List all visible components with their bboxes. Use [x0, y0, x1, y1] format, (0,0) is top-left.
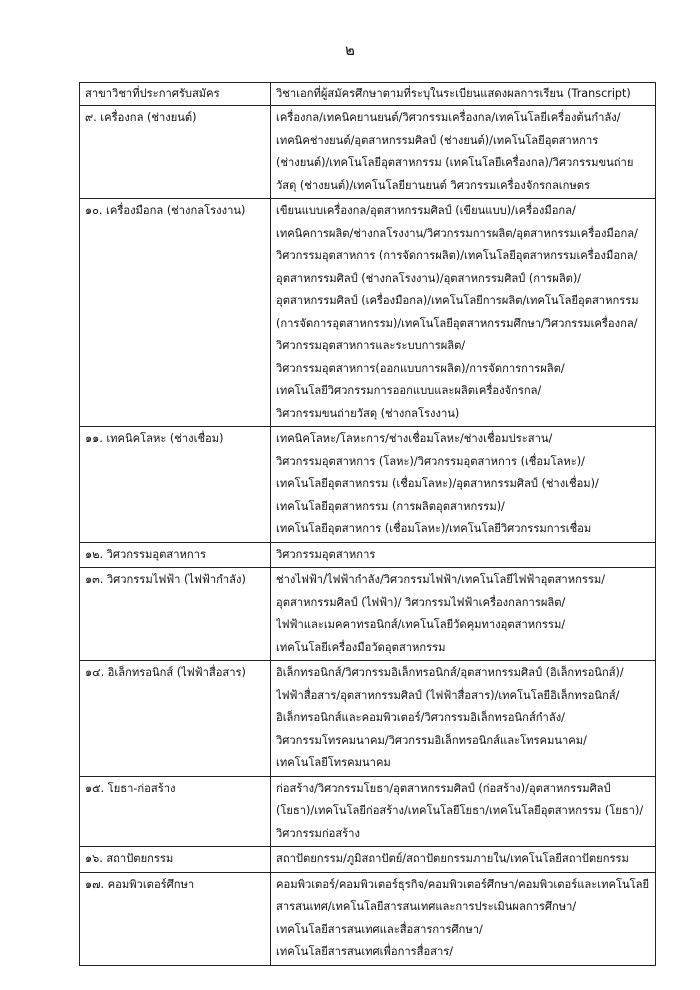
major-name: ๑๕. โยธา-ก่อสร้าง — [85, 781, 176, 795]
table-body — [80, 106, 656, 966]
courses-cell — [271, 542, 656, 568]
course-line: เทคโนโลยีสารสนเทศเพื่อการสื่อสาร/ — [276, 945, 454, 958]
course-line: เขียนแบบเครื่องกล/อุตสาหกรรมศิลป์ (เขียนแบบ)/เครื่องมือกล/ — [276, 204, 576, 217]
course-line: อิเล็กทรอนิกส์/วิศวกรรมอิเล็กทรอนิกส์/อุตสาหกรรมศิลป์ (อิเล็กทรอนิกส์)/ — [276, 666, 624, 679]
course-line: อุตสาหกรรมศิลป์ (ไฟฟ้า)/ วิศวกรรมไฟฟ้าเครื่องกลการผลิต/ — [276, 595, 566, 609]
major-name: ๑๑. เทคนิคโลหะ (ช่างเชื่อม) — [85, 432, 224, 445]
course-line: ก่อสร้าง/วิศวกรรมโยธา/อุตสาหกรรมศิลป์ (ก่อสร้าง)/อุตสาหกรรมศิลป์ — [276, 781, 611, 795]
course-line: เทคโนโลยีวิศวกรรมการออกแบบและผลิตเครื่องจักรกล/ — [276, 384, 542, 397]
table-row — [80, 847, 656, 873]
major-name: ๑๗. คอมพิวเตอร์ศึกษา — [85, 877, 195, 891]
course-line: สารสนเทศ/เทคโนโลยีสารสนเทศและการประเมินผลการศึกษา/ — [276, 900, 577, 913]
courses-cell — [271, 847, 656, 873]
major-cell — [80, 106, 271, 199]
majors-table — [79, 82, 656, 966]
courses-cell — [271, 661, 656, 777]
course-line: อุตสาหกรรมศิลป์ (เครื่องมือกล)/เทคโนโลยีการผลิต/เทคโนโลยีอุตสาหกรรม — [276, 294, 639, 307]
courses-cell — [271, 199, 656, 427]
courses-cell — [271, 568, 656, 661]
courses-cell — [271, 776, 656, 847]
course-line: เครื่องกล/เทคนิคยานยนต์/วิศวกรรมเครื่องกล/เทคโนโลยีเครื่องต้นกำลัง/ — [276, 111, 621, 124]
course-line: เทคนิคการผลิต/ช่างกลโรงงาน/วิศวกรรมการผลิต/อุตสาหกรรมเครื่องมือกล/ — [276, 226, 638, 240]
course-line: วิศวกรรมอุตสาหการ — [276, 547, 376, 561]
table-row — [80, 568, 656, 661]
course-line: วิศวกรรมอุตสาหการและระบบการผลิต/ — [276, 339, 466, 352]
course-line: วิศวกรรมอุตสาหการ (โลหะ)/วิศวกรรมอุตสาหการ (เชื่อมโลหะ)/ — [276, 454, 585, 468]
course-line: (การจัดการอุตสาหกรรม)/เทคโนโลยีอุตสาหกรรมศึกษา/วิศวกรรมเครื่องกล/ — [276, 316, 638, 330]
course-line: วิศวกรรมก่อสร้าง — [276, 826, 360, 840]
course-line: เทคโนโลยีสารสนเทศและสื่อสารการศึกษา/ — [276, 922, 483, 936]
course-line: วิศวกรรมอุตสาหการ (การจัดการผลิต)/เทคโนโลยีอุตสาหกรรมเครื่องมือกล/ — [276, 249, 638, 262]
courses-cell — [271, 872, 656, 965]
course-line: เทคโนโลยีเครื่องมือวัดอุตสาหกรรม — [276, 640, 446, 654]
major-name: ๑๔. อิเล็กทรอนิกส์ (ไฟฟ้าสื่อสาร) — [85, 666, 246, 679]
course-line: (ช่างยนต์)/เทคโนโลยีอุตสาหกรรม (เทคโนโลยีเครื่องกล)/วิศวกรรมขนถ่าย — [276, 156, 634, 169]
header-courses: วิชาเอกที่ผู้สมัครศึกษาตามที่ระบุในระเบียนแสดงผลการเรียน (Transcript) — [271, 83, 656, 106]
course-line: วิศวกรรมขนถ่ายวัสดุ (ช่างกลโรงงาน) — [276, 406, 460, 420]
courses-cell — [271, 427, 656, 543]
course-line: เทคนิคช่างยนต์/อุตสาหกรรมศิลป์ (ช่างยนต์)/เทคโนโลยีอุตสาหการ — [276, 133, 599, 147]
table-header-row — [80, 83, 656, 106]
course-line: ไฟฟ้าสื่อสาร/อุตสาหกรรมศิลป์ (ไฟฟ้าสื่อสาร)/เทคโนโลยีอิเล็กทรอนิกส์/ — [276, 688, 620, 702]
course-line: เทคโนโลยีอุตสาหกรรม (การผลิตอุตสาหกรรม)/ — [276, 499, 505, 513]
table-row — [80, 427, 656, 543]
major-name: ๑๓. วิศวกรรมไฟฟ้า (ไฟฟ้ากำลัง) — [85, 573, 246, 586]
course-line: เทคโนโลยีอุตสาหกรรม (เชื่อมโลหะ)/อุตสาหกรรมศิลป์ (ช่างเชื่อม)/ — [276, 477, 599, 490]
major-name: ๑๐. เครื่องมือกล (ช่างกลโรงงาน) — [85, 204, 246, 217]
course-line: อิเล็กทรอนิกส์และคอมพิวเตอร์/วิศวกรรมอิเล็กทรอนิกส์กำลัง/ — [276, 711, 565, 724]
header-major: สาขาวิชาที่ประกาศรับสมัคร — [80, 83, 271, 106]
major-name: ๑๒. วิศวกรรมอุตสาหการ — [85, 547, 206, 561]
course-line: เทคโนโลยีอุตสาหการ (เชื่อมโลหะ)/เทคโนโลยีวิศวกรรมการเชื่อม — [276, 522, 592, 535]
page-number: ๒ — [345, 41, 355, 59]
major-cell — [80, 542, 271, 568]
course-line: ช่างไฟฟ้า/ไฟฟ้ากำลัง/วิศวกรรมไฟฟ้า/เทคโนโลยีไฟฟ้าอุตสาหกรรม/ — [276, 573, 606, 586]
course-line: วิศวกรรมอุตสาหการ(ออกแบบการผลิต)/การจัดการการผลิต/ — [276, 361, 565, 375]
major-cell — [80, 568, 271, 661]
major-name: ๙. เครื่องกล (ช่างยนต์) — [85, 111, 197, 124]
course-line: เทคโนโลยีโทรคมนาคม — [276, 756, 391, 769]
table-row — [80, 199, 656, 427]
course-line: วัสดุ (ช่างยนต์)/เทคโนโลยียานยนต์ วิศวกรรมเครื่องจักรกลเกษตร — [276, 178, 591, 192]
major-name: ๑๖. สถาปัตยกรรม — [85, 852, 174, 865]
major-cell — [80, 427, 271, 543]
course-line: คอมพิวเตอร์/คอมพิวเตอร์ธุรกิจ/คอมพิวเตอร์ศึกษา/คอมพิวเตอร์และเทคโนโลยี — [276, 877, 650, 891]
course-line: (โยธา)/เทคโนโลยีก่อสร้าง/เทคโนโลยีโยธา/เทคโนโลยีอุตสาหกรรม (โยธา)/ — [276, 804, 644, 817]
course-line: สถาปัตยกรรม/ภูมิสถาปัตย์/สถาปัตยกรรมภายใน/เทคโนโลยีสถาปัตยกรรม — [276, 852, 629, 865]
table-row — [80, 776, 656, 847]
major-cell — [80, 661, 271, 777]
major-cell — [80, 199, 271, 427]
course-line: วิศวกรรมโทรคมนาคม/วิศวกรรมอิเล็กทรอนิกส์และโทรคมนาคม/ — [276, 733, 587, 747]
course-line: อุตสาหกรรมศิลป์ (ช่างกลโรงงาน)/อุตสาหกรรมศิลป์ (การผลิต)/ — [276, 271, 582, 285]
course-line: ไฟฟ้าและเมคคาทรอนิกส์/เทคโนโลยีวัดคุมทางอุตสาหกรรม/ — [276, 618, 566, 631]
table-row — [80, 872, 656, 965]
table-row — [80, 106, 656, 199]
table-row — [80, 661, 656, 777]
major-cell — [80, 847, 271, 873]
course-line: เทคนิคโลหะ/โลหะการ/ช่างเชื่อมโลหะ/ช่างเชื่อมประสาน/ — [276, 432, 553, 445]
table-row — [80, 542, 656, 568]
major-cell — [80, 776, 271, 847]
major-cell — [80, 872, 271, 965]
courses-cell — [271, 106, 656, 199]
